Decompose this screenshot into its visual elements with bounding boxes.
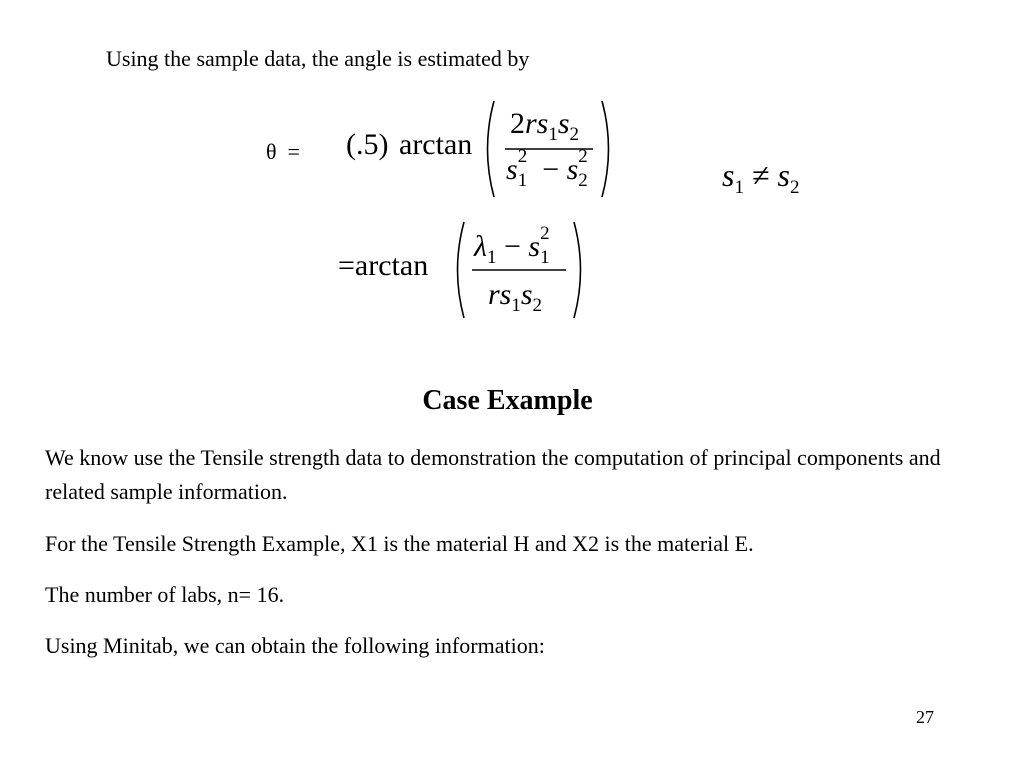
paragraph-3: The number of labs, n= 16. — [45, 582, 285, 607]
arctan-function-1: arctan — [399, 128, 473, 161]
numerator-2-render: $\lambda_1 - s$ 2 $_1$ — [474, 223, 550, 268]
coefficient-half: (.5) — [346, 128, 389, 161]
paragraph-4: Using Minitab, we can obtain the following information: — [45, 633, 545, 658]
theta-equals: = — [287, 139, 300, 164]
theta-symbol: θ — [266, 139, 277, 164]
section-heading: Case Example — [422, 385, 593, 416]
theta-lhs — [266, 139, 300, 165]
equals-2: = — [338, 249, 355, 282]
page-number: 27 — [916, 707, 934, 727]
intro-text: Using the sample data, the angle is estimated by — [106, 46, 530, 71]
denominator-1-render: s 2 $_1$ − s 2 $_2$ — [506, 146, 588, 191]
paragraph-2: For the Tensile Strength Example, X1 is the material H and X2 is the material E. — [45, 531, 754, 556]
numerator-1-render: $2rs_1s_2$ — [510, 107, 580, 145]
paragraph-1: We know use the Tensile strength data to demonstration the computation of principal components and related sample information. — [45, 445, 941, 504]
arctan-2-label: arctan — [354, 249, 429, 282]
fraction-2 — [448, 218, 593, 323]
denominator-2-render: $rs_1s_2$ — [488, 278, 543, 316]
arctan-function-2 — [338, 249, 428, 283]
fraction-1 — [480, 97, 625, 202]
condition-s1-not-equal-s2: $s_1 \ne s_2$ — [722, 157, 800, 198]
